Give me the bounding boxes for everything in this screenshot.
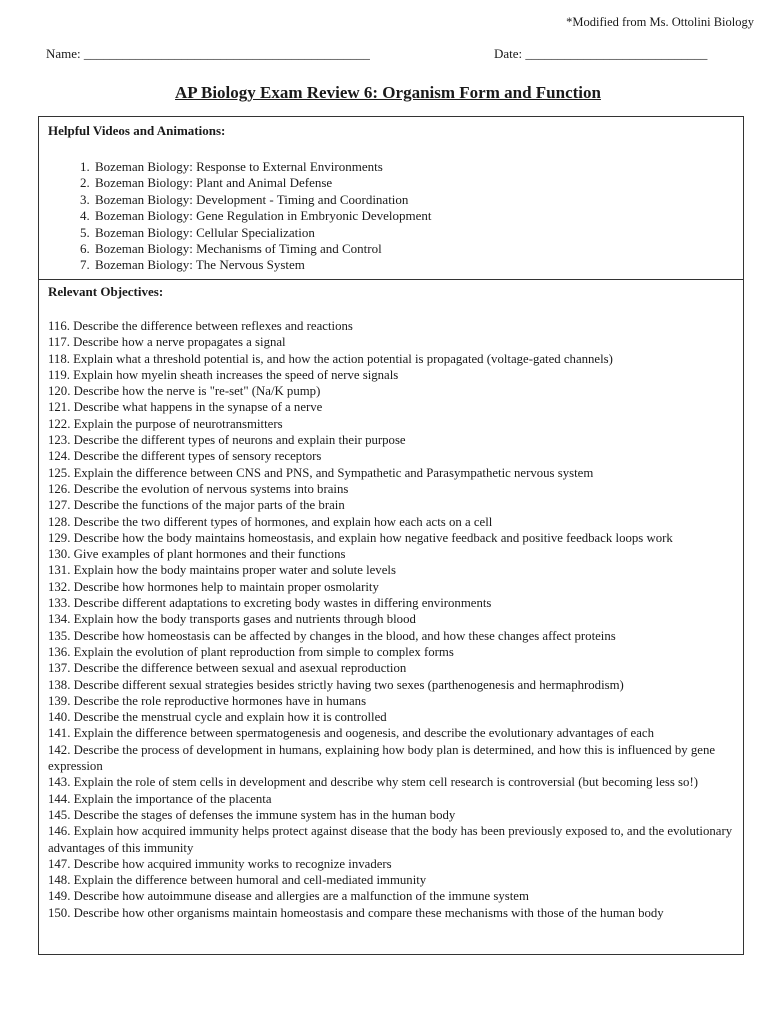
objective-item: 122. Explain the purpose of neurotransmitters <box>48 416 283 431</box>
objective-item: 119. Explain how myelin sheath increases the speed of nerve signals <box>48 367 399 382</box>
video-item[interactable]: 4. Bozeman Biology: Gene Regulation in Embryonic Development <box>93 208 743 224</box>
videos-list <box>39 159 743 274</box>
video-item[interactable]: 6. Bozeman Biology: Mechanisms of Timing and Control <box>93 241 743 257</box>
objective-item: 144. Explain the importance of the placenta <box>48 791 272 806</box>
objective-item: 146. Explain how acquired immunity helps protect against disease that the body has been previously exposed to, and the evolutionary advantages of this immunity <box>48 824 733 855</box>
objective-item: 130. Give examples of plant hormones and their functions <box>48 547 346 562</box>
objective-item: 145. Describe the stages of defenses the immune system has in the human body <box>48 807 456 822</box>
objective-item: 123. Describe the different types of neurons and explain their purpose <box>48 433 406 448</box>
video-item[interactable]: 5. Bozeman Biology: Cellular Specialization <box>93 225 743 241</box>
objective-item: 135. Describe how homeostasis can be affected by changes in the blood, and how these changes affect proteins <box>48 628 616 643</box>
objectives-list <box>48 318 737 921</box>
objective-item: 126. Describe the evolution of nervous systems into brains <box>48 481 349 496</box>
objectives-section <box>38 278 744 955</box>
objective-item: 116. Describe the difference between reflexes and reactions <box>48 319 353 333</box>
videos-heading: Helpful Videos and Animations: <box>48 123 226 138</box>
objective-item: 127. Describe the functions of the major parts of the brain <box>48 498 345 513</box>
objective-item: 125. Explain the difference between CNS and PNS, and Sympathetic and Parasympathetic nervous system <box>48 465 594 480</box>
objective-item: 128. Describe the two different types of hormones, and explain how each acts on a cell <box>48 514 493 529</box>
objective-item: 117. Describe how a nerve propagates a signal <box>48 335 286 350</box>
objective-item: 133. Describe different adaptations to excreting body wastes in differing environments <box>48 596 492 611</box>
video-item[interactable]: 1. Bozeman Biology: Response to External Environments <box>93 159 743 175</box>
objective-item: 136. Explain the evolution of plant reproduction from simple to complex forms <box>48 644 454 659</box>
objective-item: 120. Describe how the nerve is "re-set" (Na/K pump) <box>48 384 321 399</box>
credit-note: *Modified from Ms. Ottolini Biology <box>566 15 754 29</box>
videos-section <box>38 116 744 280</box>
objective-item: 143. Explain the role of stem cells in development and describe why stem cell research is controversial (but becoming less so!) <box>48 775 698 790</box>
objective-item: 147. Describe how acquired immunity works to recognize invaders <box>48 856 392 871</box>
objectives-heading: Relevant Objectives: <box>48 284 164 299</box>
objective-item: 140. Describe the menstrual cycle and explain how it is controlled <box>48 710 387 725</box>
objective-item: 142. Describe the process of development in humans, explaining how body plan is determined, and how this is influenced by gene expression <box>48 742 716 774</box>
objective-item: 138. Describe different sexual strategies besides strictly having two sexes (parthenogenesis and hermaphrodism) <box>48 677 624 692</box>
name-field[interactable]: Name: ____________________________________________ <box>46 46 370 61</box>
objective-item: 134. Explain how the body transports gases and nutrients through blood <box>48 612 416 627</box>
video-item[interactable]: 7. Bozeman Biology: The Nervous System <box>93 257 743 273</box>
objective-item: 121. Describe what happens in the synapse of a nerve <box>48 400 323 415</box>
objective-item: 129. Describe how the body maintains homeostasis, and explain how negative feedback and positive feedback loops work <box>48 530 673 545</box>
objective-item: 139. Describe the role reproductive hormones have in humans <box>48 693 367 708</box>
objective-item: 137. Describe the difference between sexual and asexual reproduction <box>48 661 407 676</box>
objective-item: 131. Explain how the body maintains proper water and solute levels <box>48 563 396 578</box>
objective-item: 141. Explain the difference between spermatogenesis and oogenesis, and describe the evolutionary advantages of each <box>48 726 654 741</box>
objective-item: 124. Describe the different types of sensory receptors <box>48 449 322 464</box>
objective-item: 150. Describe how other organisms maintain homeostasis and compare these mechanisms with those of the human body <box>48 905 664 920</box>
date-field[interactable]: Date: ____________________________ <box>494 46 708 61</box>
video-item[interactable]: 3. Bozeman Biology: Development - Timing and Coordination <box>93 192 743 208</box>
objective-item: 132. Describe how hormones help to maintain proper osmolarity <box>48 579 379 594</box>
objective-item: 148. Explain the difference between humoral and cell-mediated immunity <box>48 873 427 888</box>
objective-item: 149. Describe how autoimmune disease and allergies are a malfunction of the immune system <box>48 889 529 904</box>
page-title: AP Biology Exam Review 6: Organism Form and Function <box>175 83 601 102</box>
video-item[interactable]: 2. Bozeman Biology: Plant and Animal Defense <box>93 175 743 191</box>
objective-item: 118. Explain what a threshold potential is, and how the action potential is propagated (voltage-gated channels) <box>48 351 613 366</box>
